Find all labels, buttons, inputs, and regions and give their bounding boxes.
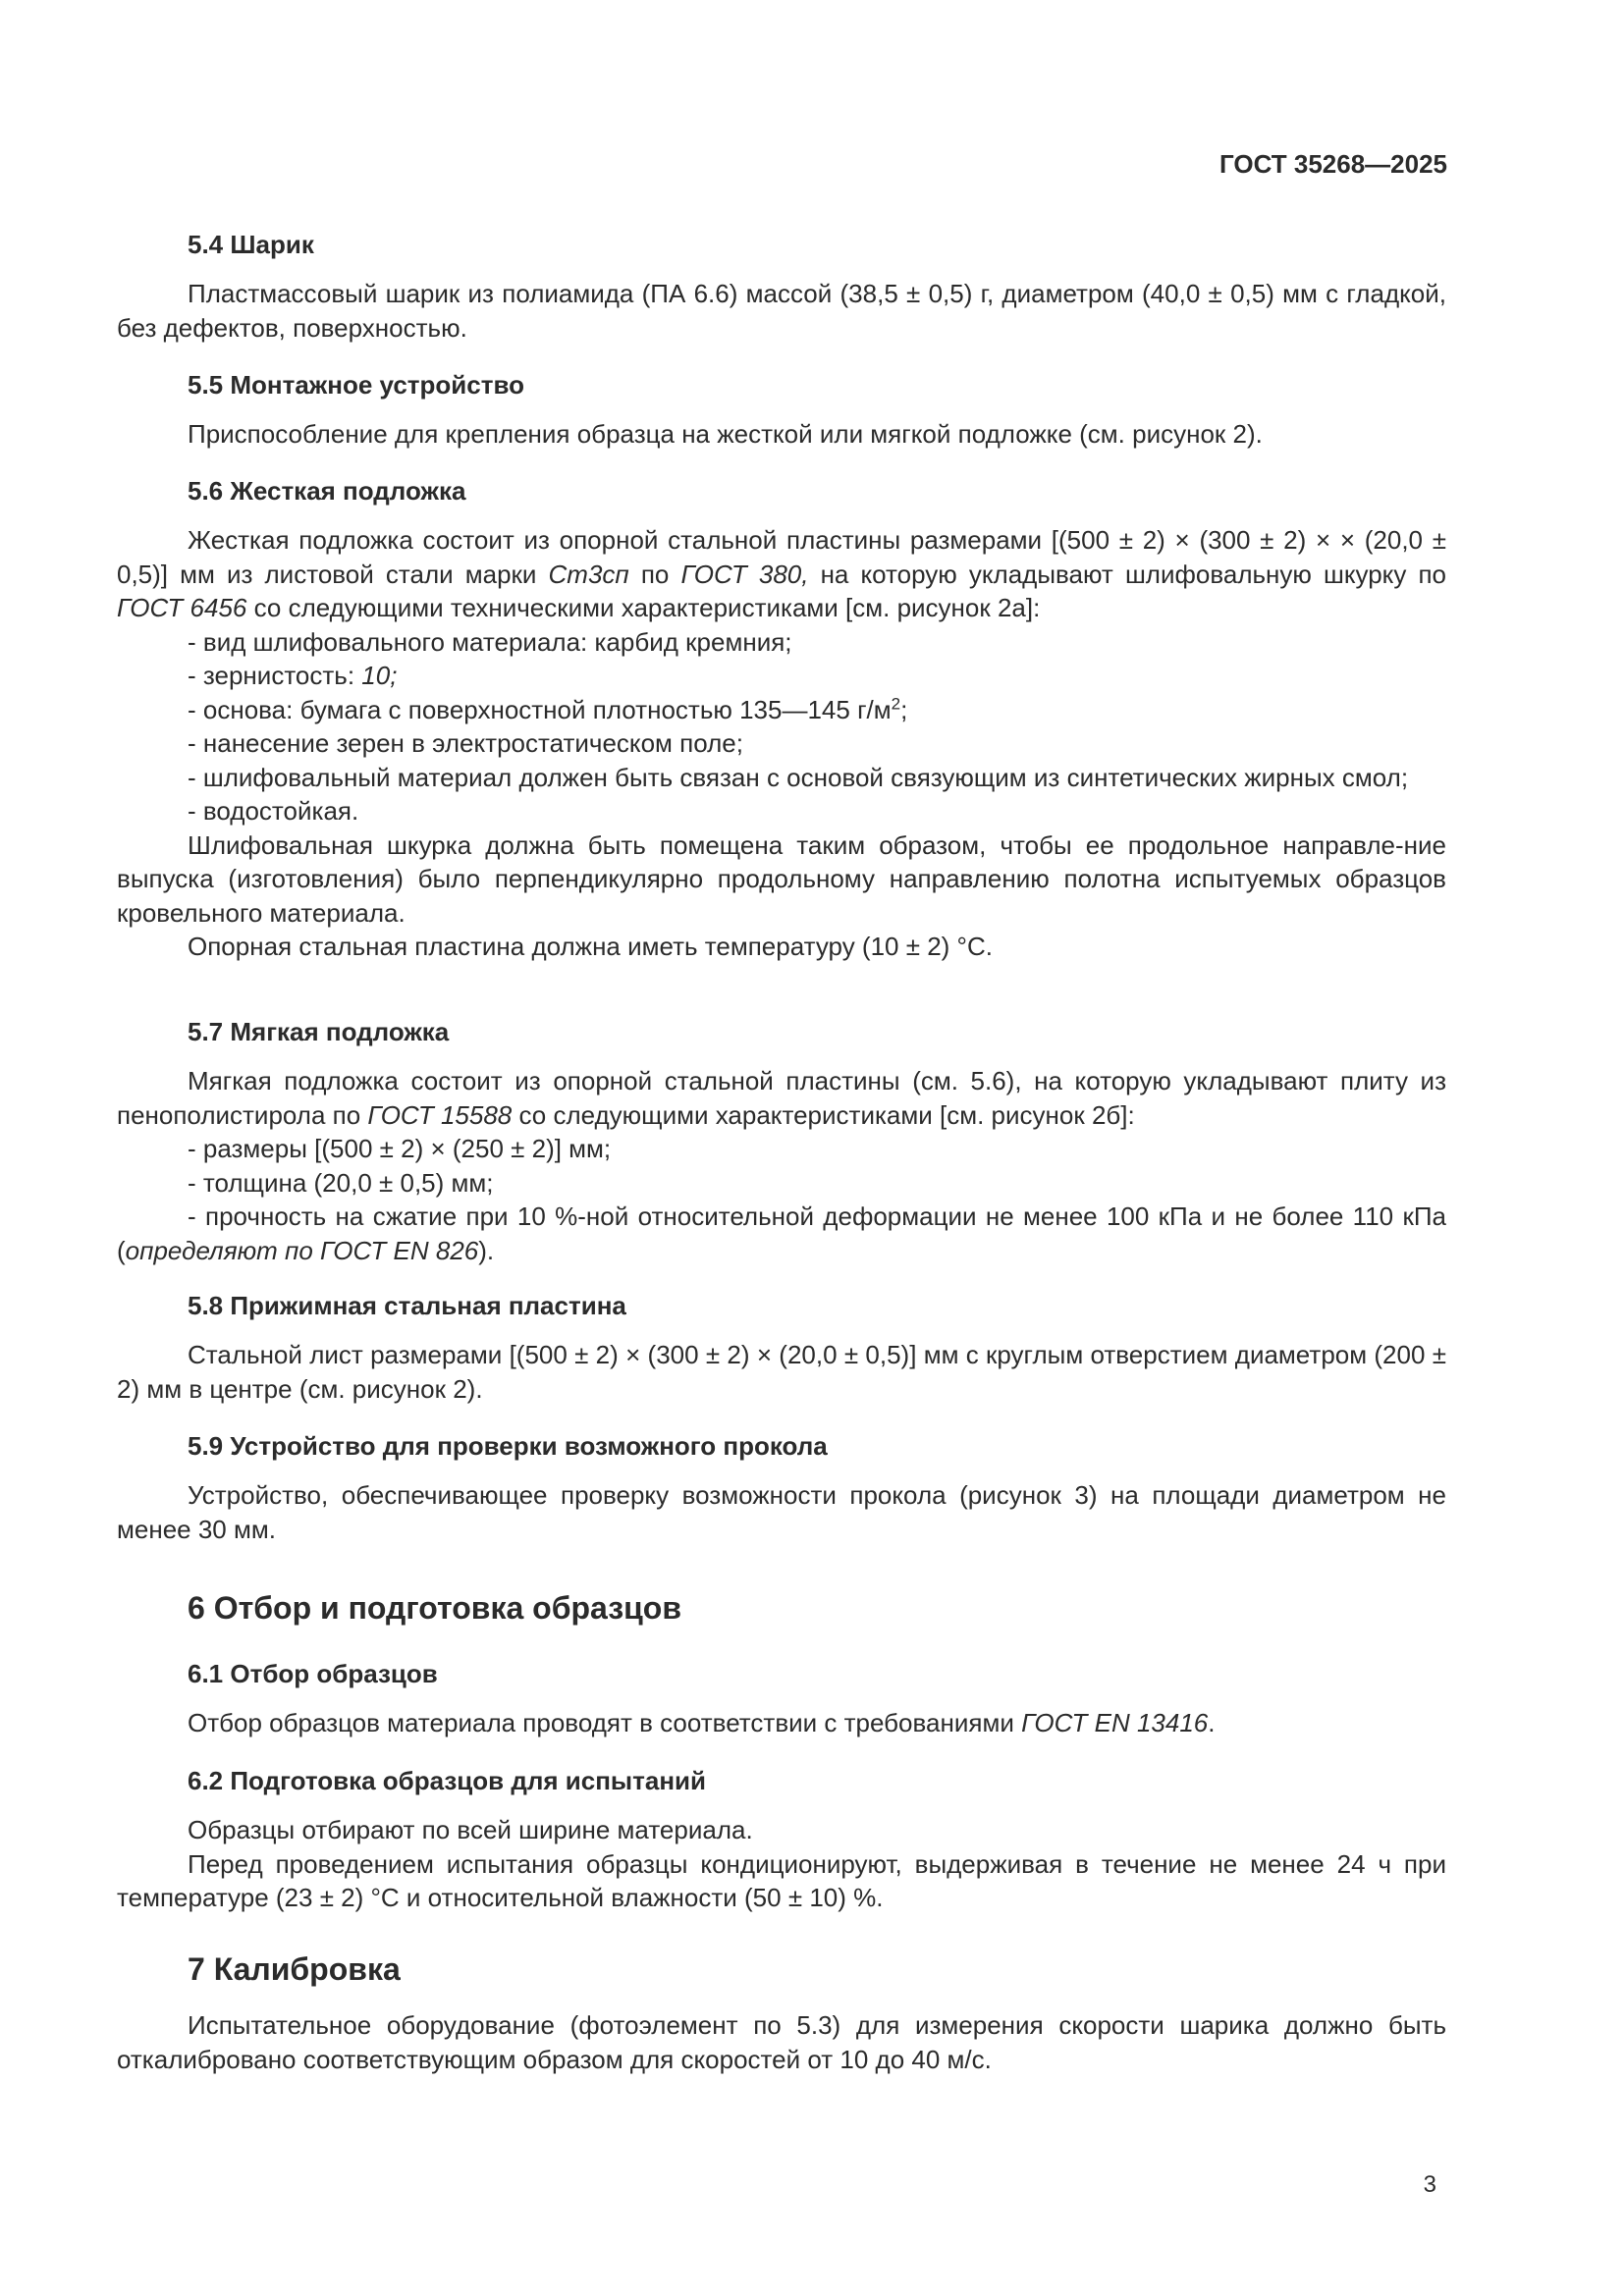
section-5-4 <box>117 228 1446 345</box>
paragraph: Образцы отбирают по всей ширине материала. <box>188 1815 753 1844</box>
paragraph: Опорная стальная пластина должна иметь температуру (10 ± 2) °С. <box>188 932 993 961</box>
list-item: - основа: бумага с поверхностной плотностью 135—145 $г/м^2$; <box>188 693 908 724</box>
paragraph: Устройство, обеспечивающее проверку возможности прокола (рисунок 3) на площади диаметром не менее 30 мм. <box>117 1480 1446 1544</box>
list-item: - толщина (20,0 ± 0,5) мм; <box>188 1167 494 1198</box>
paragraph: Приспособление для крепления образца на жесткой или мягкой подложке (см. рисунок 2). <box>188 419 1263 449</box>
section-6-1 <box>117 1657 1446 1740</box>
standard-ref: ГОСТ 6456 <box>117 593 247 622</box>
paragraph: Перед проведением испытания образцы кондиционируют, выдерживая в течение не менее 24 ч при температуре (23 ± 2) °С и относительной влажности (50 ± 10) %. <box>117 1848 1446 1912</box>
list-item: - водостойкая. <box>188 796 359 826</box>
section-title: 6.1 Отбор образцов <box>188 1659 438 1688</box>
paragraph: Стальной лист размерами [(500 ± 2) × (300 ± 2) × (20,0 ± 0,5)] мм с круглым отверстием диаметром (200 ± 2) мм в центре (см. рисунок 2). <box>117 1340 1446 1404</box>
document-id-header: ГОСТ 35268—2025 <box>1219 149 1447 179</box>
standard-ref: ГОСТ EN 13416 <box>1021 1708 1209 1737</box>
steel-grade: Ст3сп <box>548 559 629 589</box>
paragraph: Испытательное оборудование (фотоэлемент по 5.3) для измерения скорости шарика должно быть откалибровано соответствующим образом для скоростей от 10 до 40 м/с. <box>117 2010 1446 2074</box>
list-item: - нанесение зерен в электростатическом поле; <box>188 728 743 758</box>
paragraph: Отбор образцов материала проводят в соответствии с требованиями ГОСТ EN 13416. <box>188 1708 1216 1737</box>
section-title: 5.7 Мягкая подложка <box>188 1017 450 1046</box>
section-title: 5.9 Устройство для проверки возможного прокола <box>188 1431 828 1461</box>
section-5-9 <box>117 1429 1446 1546</box>
list-item: - вид шлифовального материала: карбид кремния; <box>188 626 792 657</box>
section-title: 5.5 Монтажное устройство <box>188 370 524 400</box>
list-item: - размеры [(500 ± 2) × (250 ± 2)] мм; <box>188 1134 612 1163</box>
standard-ref: ГОСТ 380, <box>680 559 809 589</box>
list-item: - прочность на сжатие при 10 %-ной относительной деформации не менее 100 кПа и не более 110 кПа (определяют по ГОСТ EN 826). <box>117 1201 1446 1265</box>
paragraph: Пластмассовый шарик из полиамида (ПА 6.6) массой (38,5 ± 0,5) г, диаметром (40,0 ± 0,5) мм с гладкой, без дефектов, поверхностью. <box>117 279 1446 343</box>
paragraph: Шлифовальная шкурка должна быть помещена таким образом, чтобы ее продольное направле-ние выпуска (изготовления) было перпендикулярно продольному направлению полотна испытуемых образцов кровельного материала. <box>117 829 1446 928</box>
section-title: 5.8 Прижимная стальная пластина <box>188 1291 626 1320</box>
chapter-title: 7 Калибровка <box>188 1951 401 1987</box>
paragraph: Мягкая подложка состоит из опорной стальной пластины (см. 5.6), на которую укладывают плиту из пенополистирола по ГОСТ 15588 со следующими характеристиками [см. рисунок 2б]: <box>117 1066 1446 1130</box>
list-item: - зернистость: 10; <box>188 661 398 690</box>
section-5-5 <box>117 368 1446 452</box>
page-number: 3 <box>1423 2171 1436 2198</box>
paragraph: Жесткая подложка состоит из опорной стальной пластины размерами [(500 ± 2) × (300 ± 2) × × (20,0 ± 0,5)] мм из листовой стали марки Ст3сп по ГОСТ 380, на которую укладывают шлифовальную шкурку по ГОСТ 6456 со следующими техническими характеристиками [см. рисунок 2а]: <box>117 525 1446 622</box>
section-5-7 <box>117 1015 1446 1267</box>
section-6-2 <box>117 1764 1446 1915</box>
section-6 <box>117 1588 1446 1628</box>
section-title: 5.6 Жесткая подложка <box>188 476 466 506</box>
section-5-8 <box>117 1289 1446 1406</box>
section-5-6 <box>117 474 1446 964</box>
section-title: 6.2 Подготовка образцов для испытаний <box>188 1766 706 1795</box>
list-item: - шлифовальный материал должен быть связан с основой связующим из синтетических жирных смол; <box>188 762 1409 792</box>
standard-ref: ГОСТ 15588 <box>367 1099 513 1130</box>
chapter-title: 6 Отбор и подготовка образцов <box>188 1590 681 1626</box>
section-7 <box>117 1949 1446 2076</box>
section-title: 5.4 Шарик <box>188 230 314 259</box>
standard-ref: определяют по ГОСТ EN 826 <box>125 1235 479 1265</box>
